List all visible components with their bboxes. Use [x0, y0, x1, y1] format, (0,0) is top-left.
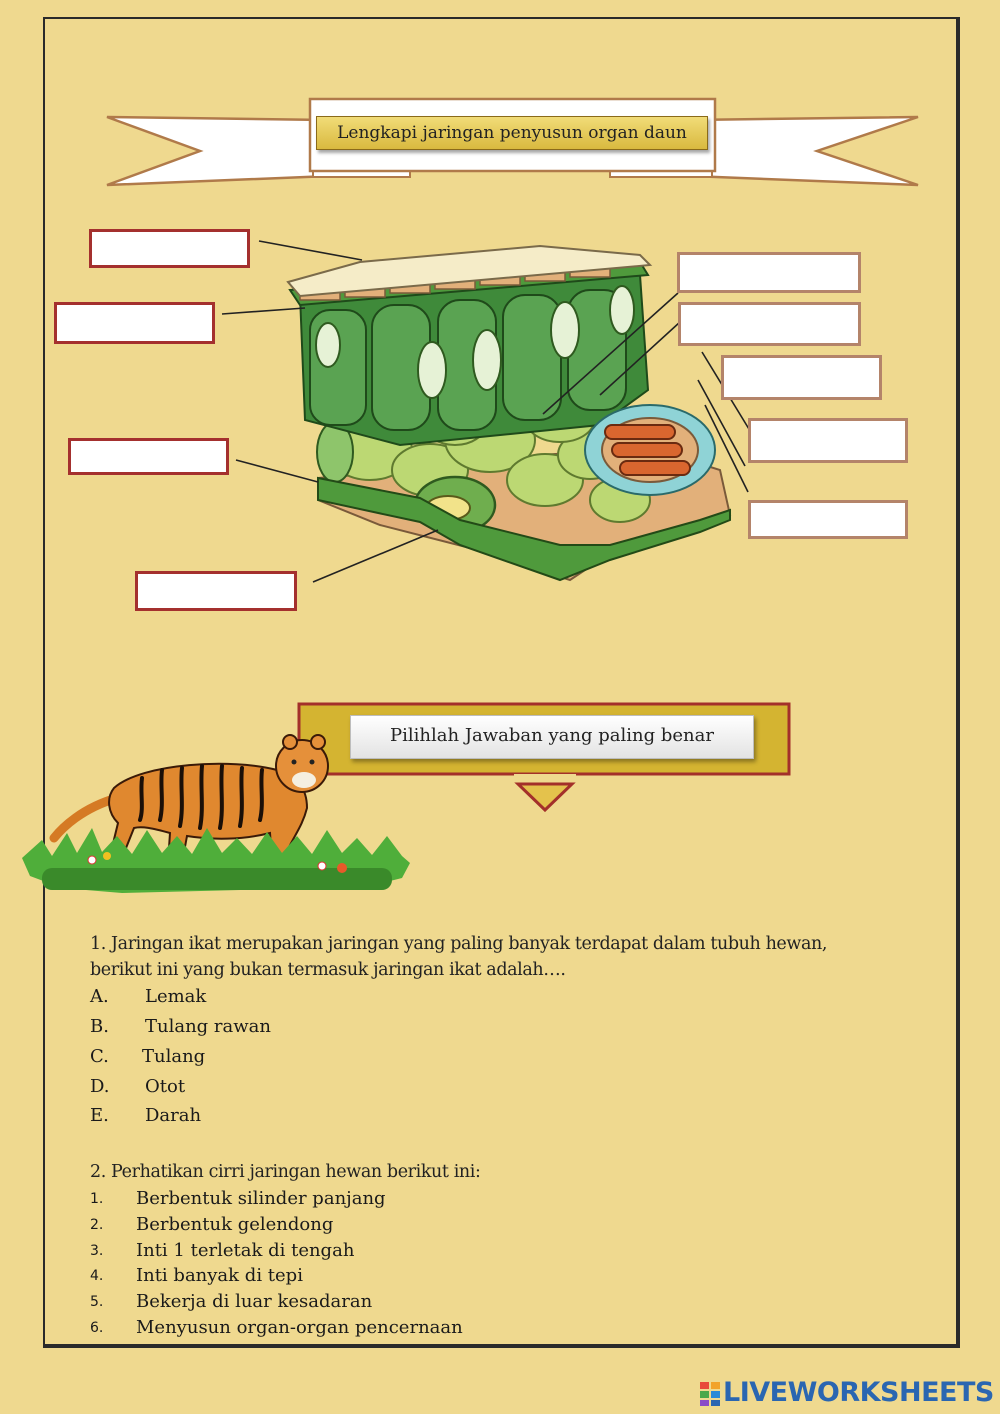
liveworksheets-logo[interactable]: [699, 1377, 999, 1411]
item-text: Menyusun organ-organ pencernaan: [136, 1317, 463, 1338]
question1-option-e[interactable]: [90, 1105, 390, 1129]
item-text: Inti banyak di tepi: [136, 1265, 303, 1286]
item-text: Bekerja di luar kesadaran: [136, 1291, 373, 1312]
answer-box-right-5[interactable]: [748, 500, 908, 539]
question1-option-c[interactable]: [90, 1046, 390, 1070]
question1-option-d[interactable]: [90, 1076, 390, 1100]
item-number: 2.: [90, 1217, 104, 1233]
item-number: 6.: [90, 1320, 104, 1336]
option-letter: D.: [90, 1076, 110, 1097]
answer-box-right-3[interactable]: [721, 355, 882, 400]
tiger-on-grass-illustration: [22, 728, 412, 900]
item-number: 5.: [90, 1294, 104, 1310]
liveworksheets-logo-text: LIVEWORKSHEETS: [723, 1377, 994, 1408]
option-text: Tulang: [142, 1046, 206, 1067]
item-number: 4.: [90, 1268, 104, 1284]
answer-box-left-4[interactable]: [135, 571, 297, 611]
option-letter: B.: [90, 1016, 109, 1037]
question2-item: [90, 1317, 590, 1341]
answer-box-left-2[interactable]: [54, 302, 215, 344]
liveworksheets-logo-icon: [699, 1381, 721, 1407]
answer-box-right-1[interactable]: [677, 252, 861, 293]
item-text: Berbentuk gelendong: [136, 1214, 334, 1235]
item-text: Berbentuk silinder panjang: [136, 1188, 386, 1209]
option-text: Lemak: [145, 986, 207, 1007]
option-text: Tulang rawan: [145, 1016, 271, 1037]
section2-title: Pilihlah Jawaban yang paling benar: [350, 715, 754, 759]
question1-option-a[interactable]: [90, 986, 390, 1010]
question1-option-b[interactable]: [90, 1016, 390, 1040]
answer-box-left-1[interactable]: [89, 229, 250, 268]
question2-stem: 2. Perhatikan cirri jaringan hewan berikut ini:: [90, 1162, 481, 1182]
question2-item: [90, 1188, 590, 1212]
option-text: Darah: [145, 1105, 202, 1126]
option-letter: E.: [90, 1105, 109, 1126]
question2-item: [90, 1214, 590, 1238]
answer-box-right-4[interactable]: [748, 418, 908, 463]
question2-item: [90, 1240, 590, 1264]
answer-box-right-2[interactable]: [678, 302, 861, 346]
option-letter: C.: [90, 1046, 109, 1067]
item-text: Inti 1 terletak di tengah: [136, 1240, 355, 1261]
question2-item: [90, 1291, 590, 1315]
answer-box-left-3[interactable]: [68, 438, 229, 475]
item-number: 1.: [90, 1191, 104, 1207]
question2-item: [90, 1265, 590, 1289]
section1-title: Lengkapi jaringan penyusun organ daun: [316, 116, 708, 150]
option-letter: A.: [90, 986, 109, 1007]
option-text: Otot: [145, 1076, 186, 1097]
item-number: 3.: [90, 1243, 104, 1259]
question1-stem-line2: berikut ini yang bukan termasuk jaringan ikat adalah….: [90, 960, 566, 980]
question1-stem-line1: 1. Jaringan ikat merupakan jaringan yang paling banyak terdapat dalam tubuh hewan,: [90, 934, 828, 954]
